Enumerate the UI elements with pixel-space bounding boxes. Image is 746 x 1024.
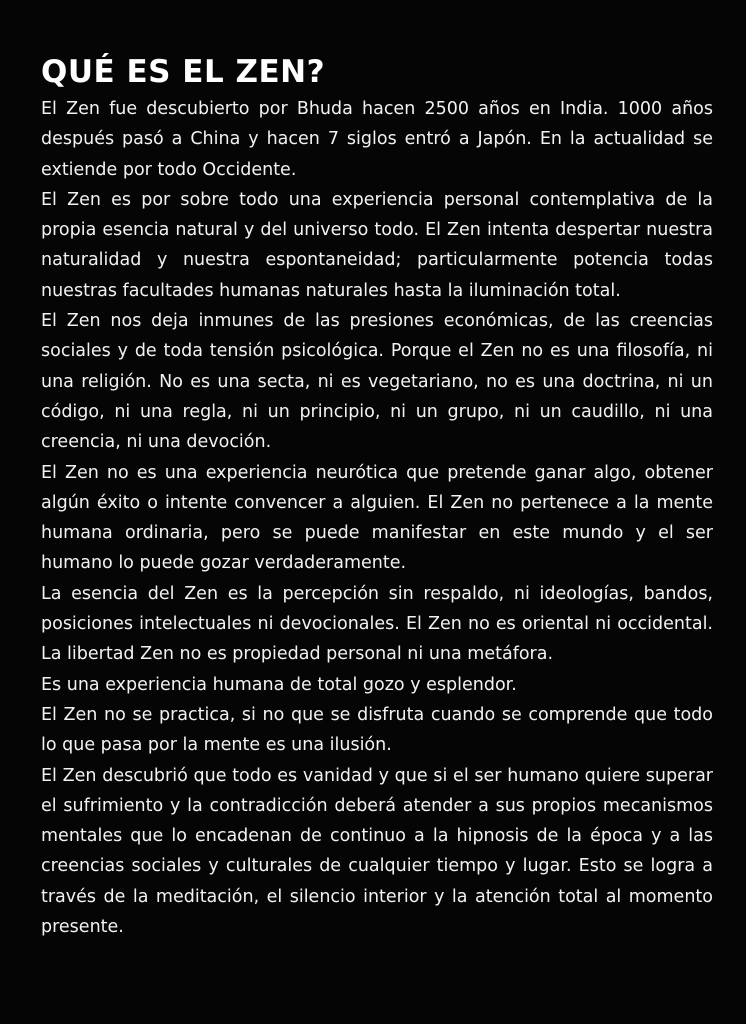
document-page [41, 54, 713, 942]
paragraph-6: Es una experiencia humana de total gozo y esplendor. [41, 674, 517, 695]
page-title: QUÉ ES EL ZEN? [41, 54, 326, 90]
paragraph-5: La esencia del Zen es la percepción sin respaldo, ni ideologías, bandos, posiciones intelectuales ni devocionales. El Zen no es oriental ni occidental. La libertad Zen no es propiedad personal ni una metáfora. [41, 583, 713, 665]
paragraph-4: El Zen no es una experiencia neurótica que pretende ganar algo, obtener algún éxito o intente convencer a alguien. El Zen no pertenece a la mente humana ordinaria, pero se puede manifestar en este mundo y el ser humano lo puede gozar verdaderamente. [41, 462, 713, 574]
paragraph-8: El Zen descubrió que todo es vanidad y que si el ser humano quiere superar el sufrimiento y la contradicción deberá atender a sus propios mecanismos mentales que lo encadenan de continuo a la hipnosis de la época y a las creencias sociales y culturales de cualquier tiempo y lugar. Esto se logra a través de la meditación, el silencio interior y la atención total al momento presente. [41, 765, 713, 938]
paragraph-2: El Zen es por sobre todo una experiencia personal contemplativa de la propia esencia natural y del universo todo. El Zen intenta despertar nuestra naturalidad y nuestra espontaneidad; particularmente potencia todas nuestras facultades humanas naturales hasta la iluminación total. [41, 189, 713, 301]
paragraph-1: El Zen fue descubierto por Bhuda hacen 2500 años en India. 1000 años después pasó a China y hacen 7 siglos entró a Japón. En la actualidad se extiende por todo Occidente. [41, 99, 713, 180]
paragraph-7: El Zen no se practica, si no que se disfruta cuando se comprende que todo lo que pasa por la mente es una ilusión. [41, 704, 713, 756]
paragraph-3: El Zen nos deja inmunes de las presiones económicas, de las creencias sociales y de toda tensión psicológica. Porque el Zen no es una filosofía, ni una religión. No es una secta, ni es vegetariano, no es una doctrina, ni un código, ni una regla, ni un principio, ni un grupo, ni un caudillo, ni una creencia, ni una devoción. [41, 311, 713, 453]
